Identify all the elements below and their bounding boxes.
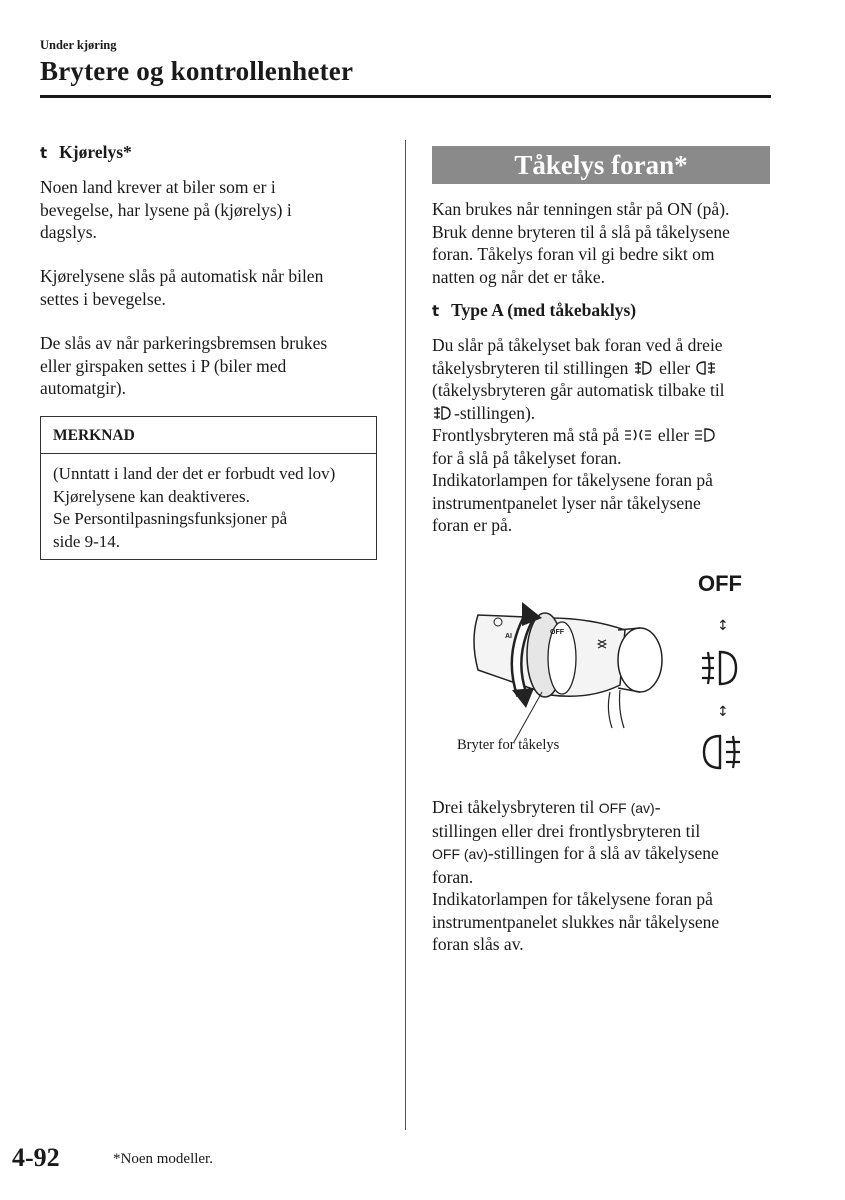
off-av-label: OFF (av) (598, 800, 655, 816)
text-line: Kjørelysene slås på automatisk når bilen (40, 266, 324, 286)
drl-heading (40, 142, 132, 163)
text-line: natten og når det er tåke. (432, 266, 605, 287)
bullet-icon: t (40, 144, 48, 162)
title-rule (40, 95, 771, 98)
text-line: foran slås av. (432, 934, 524, 954)
note-title: MERKNAD (41, 417, 376, 454)
fog-switch-illustration (430, 560, 770, 790)
off-av-label: OFF (av) (432, 846, 488, 862)
text-line: (Unntatt i land der det er forbudt ved lov) (53, 464, 336, 483)
drl-paragraph-1 (40, 176, 385, 244)
text-line: foran. (432, 866, 474, 887)
text-line: settes i bevegelse. (40, 288, 166, 309)
text-line: Indikatorlampen for tåkelysene foran på (432, 889, 713, 909)
text-span: eller (659, 357, 691, 378)
text-span: -stillingen). (454, 402, 536, 423)
text-span: Frontlysbryteren må stå på (432, 425, 620, 445)
text-line: Kjørelysene kan deaktiveres. (53, 486, 250, 506)
text-line: for å slå på tåkelyset foran. (432, 447, 622, 468)
bullet-icon: t (432, 302, 440, 320)
text-span: -stillingen for å slå av tåkelysene (488, 843, 719, 863)
text-line (432, 402, 777, 425)
updown-arrow: ↕ (717, 704, 729, 720)
page-number: 4-92 (12, 1143, 60, 1172)
text-line: foran. Tåkelys foran vil gi bedre sikt om (432, 244, 715, 264)
fog-switch-figure (430, 560, 770, 790)
footnote: *Noen modeller. (113, 1151, 213, 1167)
drl-paragraph-3 (40, 332, 385, 400)
text-line: Se Persontilpasningsfunksjoner på (53, 509, 288, 528)
section-label: Under kjøring (40, 38, 117, 52)
fog-light-banner: Tåkelys foran* (432, 146, 770, 184)
text-line (432, 796, 777, 820)
text-line (432, 842, 777, 866)
text-line (432, 424, 777, 447)
text-span: tåkelysbryteren til stillingen (432, 357, 629, 378)
text-line: Bruk denne bryteren til å slå på tåkelysene (432, 221, 730, 242)
text-line: bevegelse, har lysene på (kjørelys) i (40, 199, 292, 220)
front-fog-icon (633, 360, 655, 376)
drl-heading-text: Kjørelys* (59, 142, 132, 162)
text-line: Kan brukes når tenningen står på ON (på). (432, 199, 730, 219)
switch-off-mark: OFF (550, 629, 564, 636)
parking-light-icon (623, 427, 653, 443)
text-line: instrumentpanelet slukkes når tåkelysene (432, 911, 720, 932)
off-label: OFF (698, 571, 742, 596)
svg-text:AI: AI (505, 633, 512, 640)
text-line: Indikatorlampen for tåkelysene foran på (432, 470, 713, 490)
text-line: De slås av når parkeringsbremsen brukes (40, 333, 328, 353)
note-box (40, 416, 377, 560)
column-divider (405, 140, 406, 1130)
text-span: Drei tåkelysbryteren til (432, 797, 595, 817)
page-title: Brytere og kontrollenheter (40, 56, 354, 86)
type-a-paragraph (432, 334, 777, 537)
text-span: eller (657, 425, 689, 445)
type-a-heading-text: Type A (med tåkebaklys) (451, 300, 637, 320)
rear-fog-icon (704, 736, 740, 768)
text-line: Noen land krever at biler som er i (40, 177, 276, 197)
note-body (53, 463, 373, 553)
text-line: instrumentpanelet lyser når tåkelysene (432, 492, 701, 513)
text-line: Du slår på tåkelyset bak foran ved å dreie (432, 335, 723, 355)
text-line: dagslys. (40, 222, 97, 242)
turn-off-paragraph (432, 796, 777, 956)
front-fog-icon (432, 405, 454, 421)
front-fog-icon (702, 652, 736, 684)
text-line: eller girspaken settes i P (biler med (40, 355, 287, 376)
text-line: automatgir). (40, 378, 127, 398)
figure-caption: Bryter for tåkelys (457, 737, 560, 753)
text-span: - (654, 797, 661, 817)
drl-paragraph-2 (40, 265, 385, 310)
text-line (432, 357, 777, 380)
intro-paragraph (432, 198, 777, 288)
rear-fog-icon (695, 360, 717, 376)
text-line: (tåkelysbryteren går automatisk tilbake til (432, 380, 725, 400)
text-line: side 9-14. (53, 531, 121, 551)
type-a-heading (432, 300, 636, 321)
headlight-icon (693, 427, 717, 443)
text-line: foran er på. (432, 515, 513, 535)
updown-arrow: ↕ (717, 618, 729, 634)
text-line: stillingen eller drei frontlysbryteren til (432, 820, 701, 841)
